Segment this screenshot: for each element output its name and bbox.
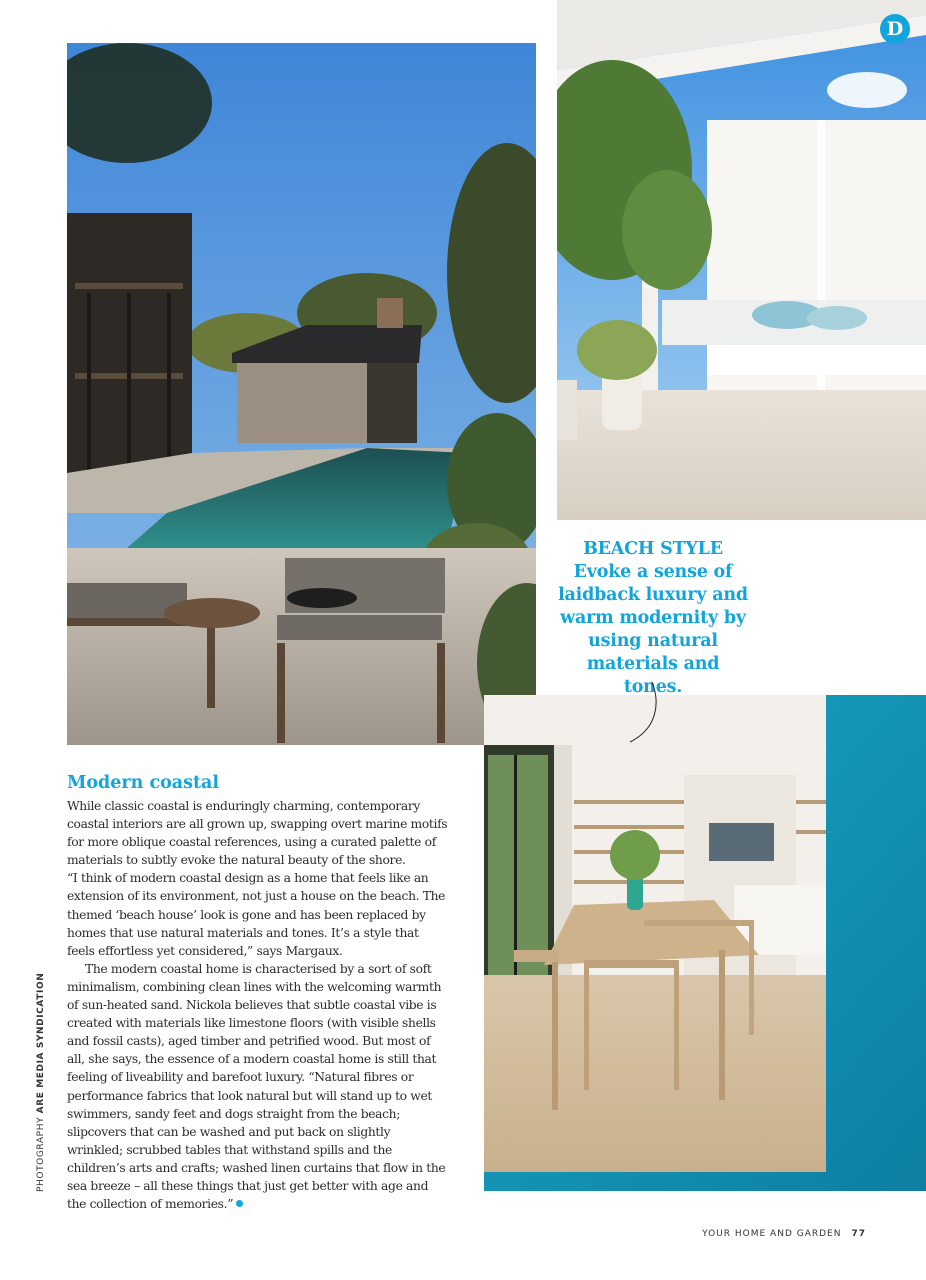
magazine-name: YOUR HOME AND GARDEN [702, 1229, 842, 1239]
article-heading: Modern coastal [67, 773, 220, 793]
page-number: 77 [851, 1229, 866, 1239]
article-paragraph-text: The modern coastal home is characterised by a sort of soft minimalism, combining clean lines with the welcoming warmth of sun-heated sand. Nickola believes that subtle coastal vibe is created with materials like limestone floors (with visible shells and fossil casts), aged timber and petrified wood. But most of all, she says, the essence of a modern coastal home is still that feeling of liveability and barefoot luxury. “Natural fibres or performance fabrics that look natural but will stand up to wet swimmers, sandy feet and dogs straight from the beach; slipcovers that can be washed and put back on slightly wrinkled; scrubbed tables that withstand spills and the children’s arts and crafts; washed linen curtains that flow in the sea breeze – all these things that just get better with age and the collection of memories.” [67, 961, 446, 1212]
end-mark-icon [236, 1200, 243, 1207]
pull-quote-heading: BEACH STYLE [583, 539, 723, 559]
pull-quote [557, 538, 749, 699]
photo-credit-source: ARE MEDIA SYNDICATION [36, 972, 46, 1114]
pull-quote-text: Evoke a sense of laidback luxury and warm modernity by using natural materials and tones. [558, 562, 748, 697]
photo-credit-label: PHOTOGRAPHY [36, 1116, 46, 1192]
article-paragraph: “I think of modern coastal design as a home that feels like an extension of its environment, not just a house on the beach. The themed ‘beach house’ look is gone and has been replaced by homes that use natural materials and tones. It’s a style that feels effortless yet considered,” says Margaux. [67, 871, 446, 958]
article-paragraph [67, 960, 449, 1213]
section-badge: D [880, 14, 910, 44]
dining-room-photo [484, 695, 926, 1191]
callout-pointer-line [620, 680, 670, 745]
photo-credit [36, 973, 46, 1192]
article-paragraph: While classic coastal is enduringly charming, contemporary coastal interiors are all grown up, swapping overt marine motifs for more oblique coastal references, using a curated palette of materials to subtly evoke the natural beauty of the shore. [67, 799, 448, 868]
page-footer [702, 1228, 866, 1240]
article-body [67, 772, 449, 1213]
pool-courtyard-photo [67, 43, 536, 745]
daybed-patio-photo [557, 0, 926, 520]
